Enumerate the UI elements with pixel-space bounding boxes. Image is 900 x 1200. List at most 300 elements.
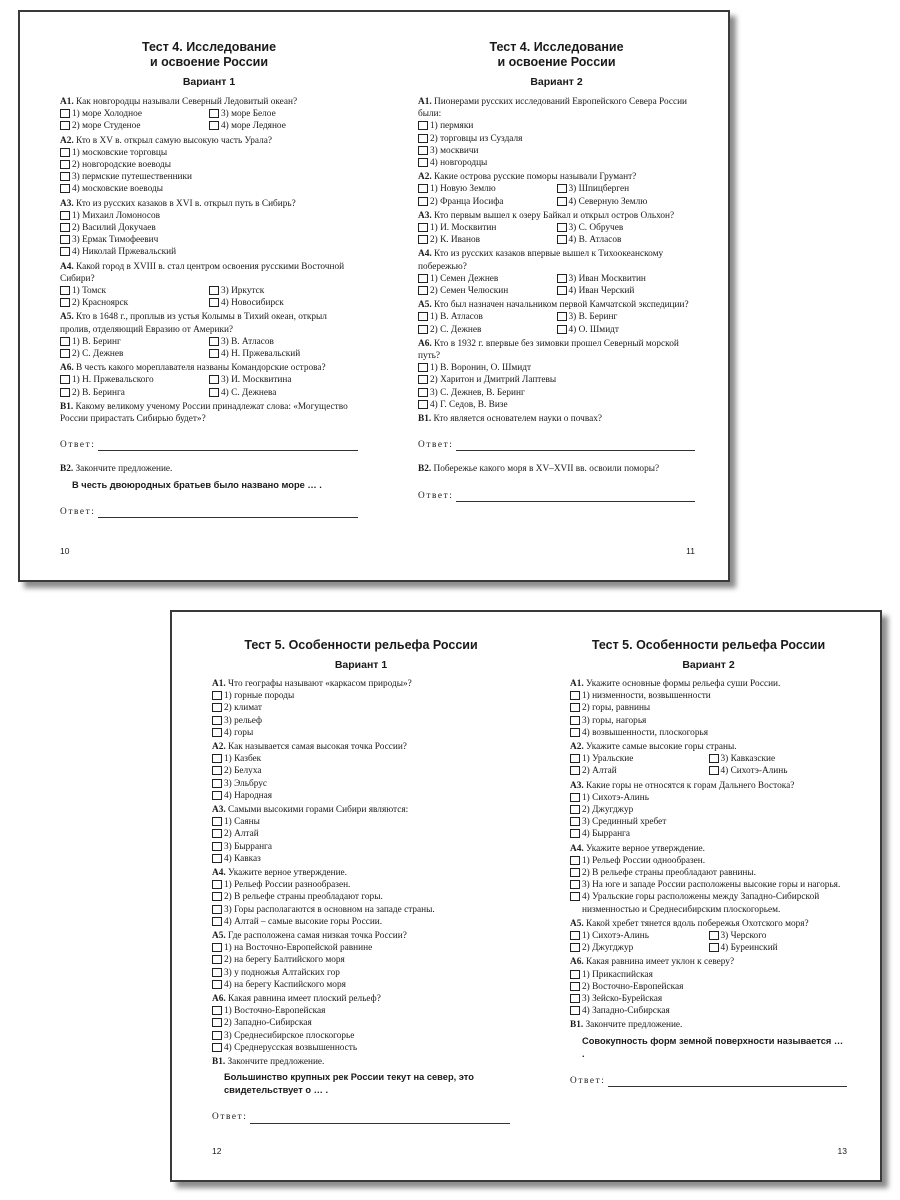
answer-option[interactable] (212, 916, 510, 928)
test-title: Тест 4. Исследование и освоение России (141, 40, 277, 69)
answer-label: Ответ: (60, 440, 96, 451)
answer-option[interactable] (557, 285, 696, 297)
answer-option[interactable] (570, 727, 847, 739)
option-label: 4) возвышенности, плоскогорья (582, 727, 708, 738)
checkbox[interactable] (212, 791, 222, 800)
answer-option[interactable] (212, 828, 510, 840)
option-label: 1) Михаил Ломоносов (72, 210, 160, 221)
answer-option[interactable] (60, 297, 209, 309)
checkbox[interactable] (212, 842, 222, 851)
answer-option[interactable] (209, 348, 358, 360)
question-block (212, 804, 510, 865)
answer-option[interactable] (212, 1005, 510, 1017)
answer-option[interactable] (418, 196, 557, 208)
option-label: 4) Кавказ (224, 853, 261, 864)
checkbox[interactable] (570, 716, 580, 725)
checkbox[interactable] (418, 158, 428, 167)
answer-option[interactable] (212, 904, 510, 916)
checkbox[interactable] (570, 728, 580, 737)
answer-option[interactable] (570, 969, 847, 981)
checkbox[interactable] (212, 716, 222, 725)
checkbox[interactable] (557, 286, 567, 295)
checkbox[interactable] (212, 691, 222, 700)
answer-option[interactable] (212, 702, 510, 714)
answer-option[interactable] (212, 816, 510, 828)
checkbox[interactable] (60, 337, 70, 346)
answer-option[interactable] (557, 196, 696, 208)
question-text (212, 930, 510, 942)
answer-option[interactable] (418, 362, 695, 374)
checkbox[interactable] (418, 235, 428, 244)
question-prompt: Какая равнина имеет плоский рельеф? (228, 994, 381, 1005)
question-prompt: Укажите верное утверждение. (228, 868, 347, 879)
checkbox[interactable] (418, 184, 428, 193)
option-label: 4) Иван Черский (568, 286, 635, 297)
checkbox[interactable] (418, 274, 428, 283)
checkbox[interactable] (212, 1031, 222, 1040)
answer-option[interactable] (570, 855, 847, 867)
answer-line[interactable] (456, 492, 695, 502)
option-label: 1) море Холодное (72, 109, 142, 120)
answer-option[interactable] (209, 285, 358, 297)
option-label: 4) Народная (224, 790, 273, 801)
checkbox[interactable] (418, 325, 428, 334)
question-number: А2. (418, 172, 432, 183)
answer-line[interactable] (98, 508, 358, 518)
options-list (418, 120, 695, 169)
answer-option[interactable] (212, 979, 510, 991)
checkbox[interactable] (212, 754, 222, 763)
checkbox[interactable] (209, 349, 219, 358)
answer-option[interactable] (570, 828, 847, 840)
checkbox[interactable] (209, 121, 219, 130)
answer-option[interactable] (212, 891, 510, 903)
question-text (212, 867, 510, 879)
option-label: 2) море Студеное (72, 121, 141, 132)
answer-option[interactable] (60, 285, 209, 297)
checkbox[interactable] (60, 172, 70, 181)
answer-option[interactable] (418, 157, 695, 169)
option-label: 2) торговцы из Суздаля (430, 133, 523, 144)
question-number: А5. (212, 931, 226, 942)
question-block (60, 96, 358, 133)
answer-option[interactable] (570, 942, 709, 954)
answer-option[interactable] (60, 147, 358, 159)
checkbox[interactable] (709, 943, 719, 952)
question-number: А1. (212, 679, 226, 689)
checkbox[interactable] (212, 728, 222, 737)
checkbox[interactable] (212, 1018, 222, 1027)
answer-option[interactable] (60, 374, 209, 386)
checkbox[interactable] (212, 917, 222, 926)
option-label: 3) у подножья Алтайских гор (224, 967, 340, 978)
answer-option[interactable] (570, 879, 847, 891)
checkbox[interactable] (570, 880, 580, 889)
answer-option[interactable] (60, 159, 358, 171)
question-block (570, 741, 847, 778)
option-label: 3) В. Беринг (568, 312, 618, 323)
answer-option[interactable] (209, 336, 358, 348)
answer-option[interactable] (418, 285, 557, 297)
answer-line[interactable] (98, 441, 358, 451)
option-label: 1) Рельеф России однообразен. (582, 855, 706, 866)
answer-option[interactable] (570, 753, 709, 765)
option-label: 3) На юге и западе России расположены высокие горы и нагорья. (582, 880, 841, 891)
option-label: 1) московские торговцы (72, 147, 168, 158)
checkbox[interactable] (570, 793, 580, 802)
answer-line[interactable] (250, 1114, 510, 1124)
option-label: 2) В рельефе страны преобладают горы. (224, 892, 383, 903)
question-text (60, 311, 358, 335)
question-number: А2. (212, 742, 226, 753)
question-number: А3. (418, 210, 432, 221)
option-label: 1) Восточно-Европейская (224, 1006, 326, 1017)
answer-option[interactable] (60, 183, 358, 195)
option-label: 4) Н. Пржевальский (221, 349, 301, 360)
checkbox[interactable] (418, 375, 428, 384)
answer-option[interactable] (212, 1030, 510, 1042)
options-list (212, 816, 510, 865)
option-label: 2) В. Беринга (72, 387, 125, 398)
question-block (60, 261, 358, 310)
checkbox[interactable] (709, 766, 719, 775)
option-label: 4) Северную Землю (568, 196, 648, 207)
options-list (212, 1005, 510, 1054)
checkbox[interactable] (209, 388, 219, 397)
checkbox[interactable] (557, 235, 567, 244)
checkbox[interactable] (60, 286, 70, 295)
answer-option[interactable] (418, 399, 695, 411)
answer-option[interactable] (418, 324, 557, 336)
checkbox[interactable] (212, 1043, 222, 1052)
answer-option[interactable] (212, 967, 510, 979)
question-block (418, 299, 695, 336)
answer-option[interactable] (212, 954, 510, 966)
option-label: 1) И. Москвитин (430, 223, 497, 234)
option-label: 3) горы, нагорья (582, 715, 647, 726)
answer-option[interactable] (212, 715, 510, 727)
answer-label: Ответ: (60, 506, 96, 517)
answer-option[interactable] (60, 222, 358, 234)
answer-option[interactable] (212, 942, 510, 954)
checkbox[interactable] (418, 363, 428, 372)
answer-option[interactable] (557, 222, 696, 234)
checkbox[interactable] (60, 298, 70, 307)
checkbox[interactable] (212, 905, 222, 914)
question-block (60, 463, 358, 517)
checkbox[interactable] (557, 312, 567, 321)
answer-option[interactable] (212, 727, 510, 739)
answer-option[interactable] (570, 1005, 847, 1017)
question-text (570, 1019, 847, 1031)
question-prompt: Кто в XV в. открыл самую высокую часть Урала? (76, 135, 273, 146)
page-10 (60, 12, 358, 580)
answer-option[interactable] (209, 374, 358, 386)
checkbox[interactable] (60, 121, 70, 130)
checkbox[interactable] (212, 955, 222, 964)
checkbox[interactable] (418, 286, 428, 295)
checkbox[interactable] (570, 703, 580, 712)
question-text (60, 463, 358, 475)
checkbox[interactable] (570, 829, 580, 838)
answer-option[interactable] (570, 792, 847, 804)
answer-option[interactable] (60, 336, 209, 348)
answer-option[interactable] (570, 765, 709, 777)
answer-option[interactable] (418, 273, 557, 285)
answer-option[interactable] (212, 853, 510, 865)
checkbox[interactable] (418, 388, 428, 397)
answer-option[interactable] (209, 297, 358, 309)
question-number: А6. (212, 994, 226, 1005)
answer-option[interactable] (557, 234, 696, 246)
checkbox[interactable] (570, 805, 580, 814)
answer-option[interactable] (418, 222, 557, 234)
option-label: 4) Г. Седов, В. Визе (430, 399, 508, 410)
question-block (212, 930, 510, 991)
checkbox[interactable] (570, 754, 580, 763)
checkbox[interactable] (60, 349, 70, 358)
answer-option[interactable] (570, 981, 847, 993)
options-list (60, 336, 358, 360)
question-number: А2. (60, 135, 74, 146)
answer-option[interactable] (570, 867, 847, 879)
checkbox[interactable] (60, 388, 70, 397)
answer-option[interactable] (209, 120, 358, 132)
checkbox[interactable] (212, 703, 222, 712)
answer-option[interactable] (709, 930, 848, 942)
checkbox[interactable] (570, 892, 580, 901)
checkbox[interactable] (709, 931, 719, 940)
answer-option[interactable] (212, 690, 510, 702)
answer-option[interactable] (60, 246, 358, 258)
question-prompt: Что географы называют «каркасом природы»? (228, 679, 412, 689)
options-list (212, 879, 510, 928)
checkbox[interactable] (418, 197, 428, 206)
checkbox[interactable] (557, 223, 567, 232)
question-prompt: Кто в 1932 г. впервые без зимовки прошел Северный морской путь? (418, 338, 679, 362)
checkbox[interactable] (60, 148, 70, 157)
answer-line[interactable] (456, 441, 695, 451)
checkbox[interactable] (212, 766, 222, 775)
option-label: 3) море Белое (221, 109, 276, 120)
checkbox[interactable] (212, 1006, 222, 1015)
question-block (60, 135, 358, 196)
answer-option[interactable] (209, 387, 358, 399)
answer-option[interactable] (212, 1042, 510, 1054)
answer-option[interactable] (418, 133, 695, 145)
test-title: Тест 5. Особенности рельефа России (591, 638, 826, 652)
variant-heading: Вариант 2 (530, 76, 583, 88)
answer-option[interactable] (418, 311, 557, 323)
answer-option[interactable] (60, 234, 358, 246)
checkbox[interactable] (209, 337, 219, 346)
option-label: 4) Буреинский (720, 943, 778, 954)
answer-option[interactable] (60, 171, 358, 183)
question-text (212, 804, 510, 816)
checkbox[interactable] (570, 691, 580, 700)
answer-option[interactable] (60, 210, 358, 222)
checkbox[interactable] (212, 779, 222, 788)
answer-option[interactable] (212, 765, 510, 777)
answer-option[interactable] (570, 690, 847, 702)
option-label: 1) пермяки (430, 121, 474, 132)
question-number: В1. (570, 1020, 584, 1031)
checkbox[interactable] (570, 868, 580, 877)
checkbox[interactable] (557, 197, 567, 206)
sentence-to-complete: В честь двоюродных братьев было названо море … . (72, 479, 322, 490)
options-list (418, 362, 695, 411)
checkbox[interactable] (212, 892, 222, 901)
option-label: 4) Алтай – самые высокие горы России. (224, 916, 383, 927)
checkbox[interactable] (570, 970, 580, 979)
checkbox[interactable] (557, 274, 567, 283)
answer-option[interactable] (570, 891, 847, 915)
checkbox[interactable] (60, 160, 70, 169)
checkbox[interactable] (209, 375, 219, 384)
checkbox[interactable] (212, 829, 222, 838)
question-number: А1. (418, 97, 432, 107)
checkbox[interactable] (570, 1006, 580, 1015)
checkbox[interactable] (212, 880, 222, 889)
checkbox[interactable] (570, 766, 580, 775)
checkbox[interactable] (212, 854, 222, 863)
question-block (418, 338, 695, 411)
checkbox[interactable] (60, 375, 70, 384)
checkbox[interactable] (418, 223, 428, 232)
question-prompt: Кто из русских казаков в XVI в. открыл путь в Сибирь? (76, 198, 296, 209)
question-number: В1. (212, 1057, 226, 1068)
answer-option[interactable] (60, 108, 209, 120)
checkbox[interactable] (212, 817, 222, 826)
answer-option[interactable] (418, 145, 695, 157)
checkbox[interactable] (212, 980, 222, 989)
checkbox[interactable] (418, 134, 428, 143)
answer-option[interactable] (418, 374, 695, 386)
question-number: А3. (212, 805, 226, 816)
answer-option[interactable] (418, 183, 557, 195)
checkbox[interactable] (570, 994, 580, 1003)
option-label: 1) Прикаспийская (582, 969, 653, 980)
answer-option[interactable] (212, 879, 510, 891)
option-label: 3) рельеф (224, 715, 262, 726)
checkbox[interactable] (209, 109, 219, 118)
options-list (60, 374, 358, 398)
option-label: 3) В. Атласов (221, 336, 274, 347)
checkbox[interactable] (557, 325, 567, 334)
answer-option[interactable] (60, 120, 209, 132)
checkbox[interactable] (60, 235, 70, 244)
option-label: 3) москвичи (430, 145, 479, 156)
options-list (60, 210, 358, 259)
answer-line[interactable] (608, 1077, 847, 1087)
questions-list (418, 94, 695, 514)
checkbox[interactable] (709, 754, 719, 763)
answer-option[interactable] (60, 387, 209, 399)
answer-option[interactable] (212, 790, 510, 802)
checkbox[interactable] (212, 968, 222, 977)
answer-option[interactable] (570, 715, 847, 727)
question-prompt: Где расположена самая низкая точка России? (228, 931, 407, 942)
answer-option[interactable] (709, 753, 848, 765)
answer-option[interactable] (570, 993, 847, 1005)
question-prompt: Какому великому ученому России принадлежат слова: «Могущество России прирастать Сибирью будет»? (60, 401, 348, 425)
checkbox[interactable] (418, 312, 428, 321)
checkbox[interactable] (60, 109, 70, 118)
question-block (418, 210, 695, 247)
checkbox[interactable] (60, 184, 70, 193)
answer-option[interactable] (570, 930, 709, 942)
question-prompt: Как новгородцы называли Северный Ледовитый океан? (76, 97, 298, 107)
question-number: А4. (212, 868, 226, 879)
book-spread-test-4 (18, 10, 730, 582)
checkbox[interactable] (570, 817, 580, 826)
option-label: 3) Горы располагаются в основном на западе страны. (224, 904, 435, 915)
answer-option[interactable] (557, 273, 696, 285)
answer-option[interactable] (570, 702, 847, 714)
checkbox[interactable] (212, 943, 222, 952)
answer-option[interactable] (709, 765, 848, 777)
answer-option[interactable] (418, 234, 557, 246)
test-title: Тест 4. Исследование и освоение России (489, 40, 624, 69)
question-text (60, 135, 358, 147)
checkbox[interactable] (209, 286, 219, 295)
answer-option[interactable] (212, 753, 510, 765)
checkbox[interactable] (570, 931, 580, 940)
checkbox[interactable] (209, 298, 219, 307)
answer-row (570, 1075, 847, 1087)
checkbox[interactable] (570, 982, 580, 991)
answer-option[interactable] (557, 183, 696, 195)
answer-option[interactable] (570, 804, 847, 816)
answer-option[interactable] (212, 778, 510, 790)
option-label: 2) новгородские воеводы (72, 160, 172, 171)
option-label: 1) Семен Дежнев (430, 273, 499, 284)
checkbox[interactable] (418, 146, 428, 155)
answer-row (418, 490, 695, 502)
answer-option[interactable] (209, 108, 358, 120)
options-list (570, 930, 847, 954)
answer-option[interactable] (212, 841, 510, 853)
checkbox[interactable] (418, 400, 428, 409)
option-label: 3) Кавказские (720, 754, 776, 765)
answer-option[interactable] (709, 942, 848, 954)
answer-option[interactable] (60, 348, 209, 360)
answer-option[interactable] (418, 120, 695, 132)
question-text (418, 171, 695, 183)
option-label: 3) Зейско-Бурейская (582, 994, 663, 1005)
checkbox[interactable] (60, 223, 70, 232)
answer-option[interactable] (557, 324, 696, 336)
answer-option[interactable] (212, 1017, 510, 1029)
question-block (418, 96, 695, 169)
answer-option[interactable] (418, 387, 695, 399)
test-title: Тест 5. Особенности рельефа России (244, 638, 478, 652)
answer-option[interactable] (557, 311, 696, 323)
variant-heading: Вариант 1 (334, 659, 388, 671)
option-label: 3) Среднесибирское плоскогорье (224, 1030, 355, 1041)
question-block (570, 956, 847, 1017)
options-list (60, 147, 358, 196)
options-list (570, 969, 847, 1018)
checkbox[interactable] (570, 943, 580, 952)
answer-option[interactable] (570, 816, 847, 828)
question-text (60, 362, 358, 374)
checkbox[interactable] (60, 247, 70, 256)
checkbox[interactable] (418, 121, 428, 130)
checkbox[interactable] (570, 856, 580, 865)
checkbox[interactable] (60, 211, 70, 220)
checkbox[interactable] (557, 184, 567, 193)
